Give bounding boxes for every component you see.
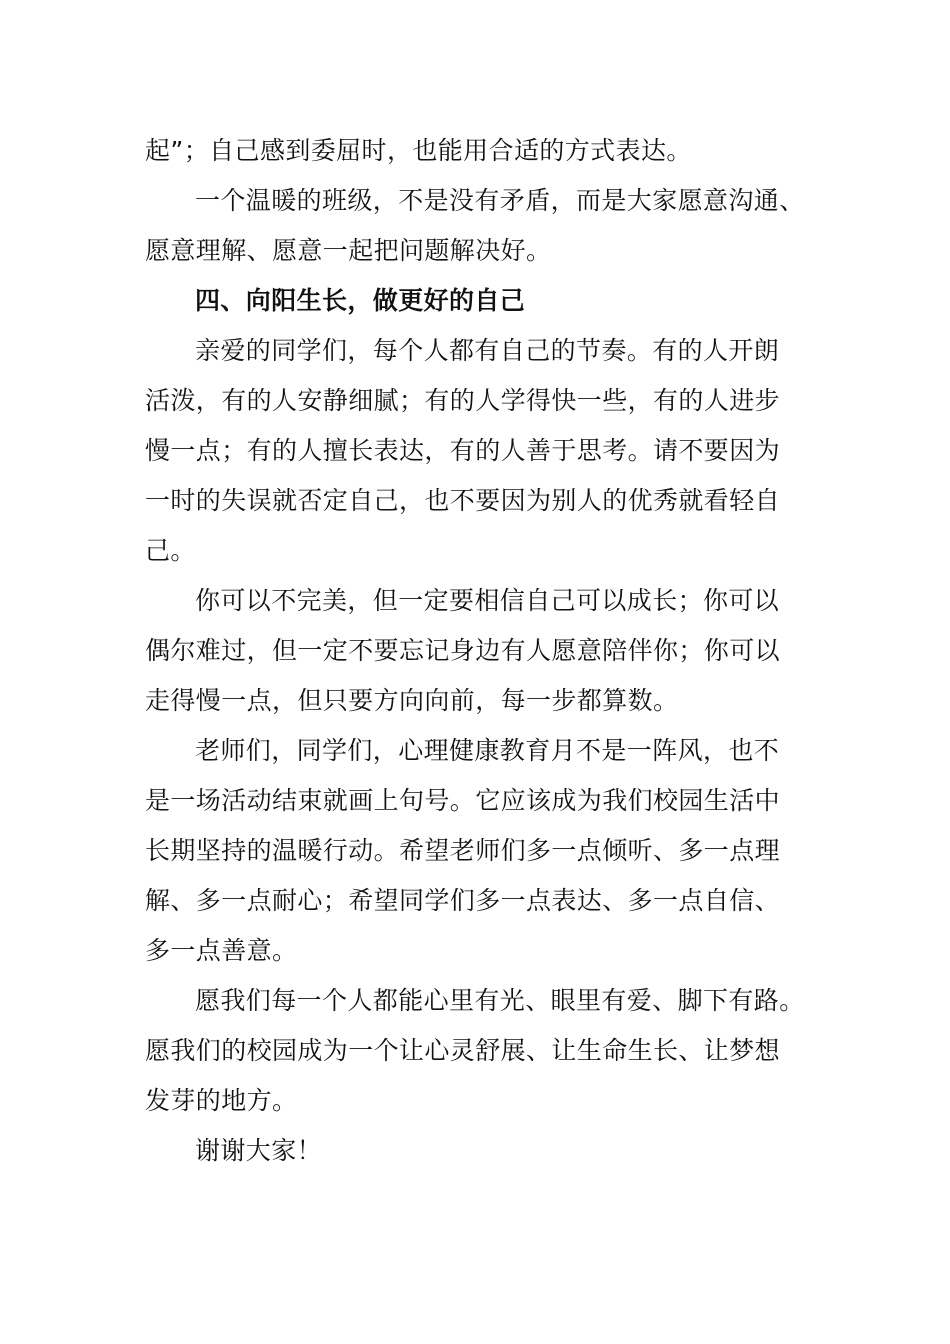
text-line: 偶尔难过，但一定不要忘记身边有人愿意陪伴你；你可以 <box>145 636 781 665</box>
text-line: 走得慢一点，但只要方向向前，每一步都算数。 <box>145 686 679 715</box>
text-line: 解、多一点耐心；希望同学们多一点表达、多一点自信、 <box>145 886 781 915</box>
paragraph-start-line: 愿我们每一个人都能心里有光、眼里有爱、脚下有路。 <box>195 986 805 1015</box>
section-heading: 四、向阳生长，做更好的自己 <box>195 286 526 315</box>
text-line: 长期坚持的温暖行动。希望老师们多一点倾听、多一点理 <box>145 836 781 865</box>
body-text <box>145 126 810 1176</box>
paragraph-start-line: 亲爱的同学们，每个人都有自己的节奏。有的人开朗 <box>195 336 780 365</box>
text-line: 愿我们的校园成为一个让心灵舒展、让生命生长、让梦想 <box>145 1036 781 1065</box>
text-line: 一时的失误就否定自己，也不要因为别人的优秀就看轻自 <box>145 486 781 515</box>
text-line: 己。 <box>145 536 196 565</box>
text-line: 是一场活动结束就画上句号。它应该成为我们校园生活中 <box>145 786 781 815</box>
text-line: 多一点善意。 <box>145 936 298 965</box>
paragraph-start-line: 你可以不完美，但一定要相信自己可以成长；你可以 <box>195 586 780 615</box>
paragraph-start-line: 老师们，同学们，心理健康教育月不是一阵风，也不 <box>195 736 780 765</box>
closing-line: 谢谢大家！ <box>195 1136 323 1165</box>
text-line: 慢一点；有的人擅长表达，有的人善于思考。请不要因为 <box>145 436 781 465</box>
text-line: 起”；自己感到委屈时，也能用合适的方式表达。 <box>145 136 692 165</box>
paragraph-start-line: 一个温暖的班级，不是没有矛盾，而是大家愿意沟通、 <box>195 186 805 215</box>
text-line: 活泼，有的人安静细腻；有的人学得快一些，有的人进步 <box>145 386 781 415</box>
text-line: 愿意理解、愿意一起把问题解决好。 <box>145 236 552 265</box>
text-line: 发芽的地方。 <box>145 1086 298 1115</box>
